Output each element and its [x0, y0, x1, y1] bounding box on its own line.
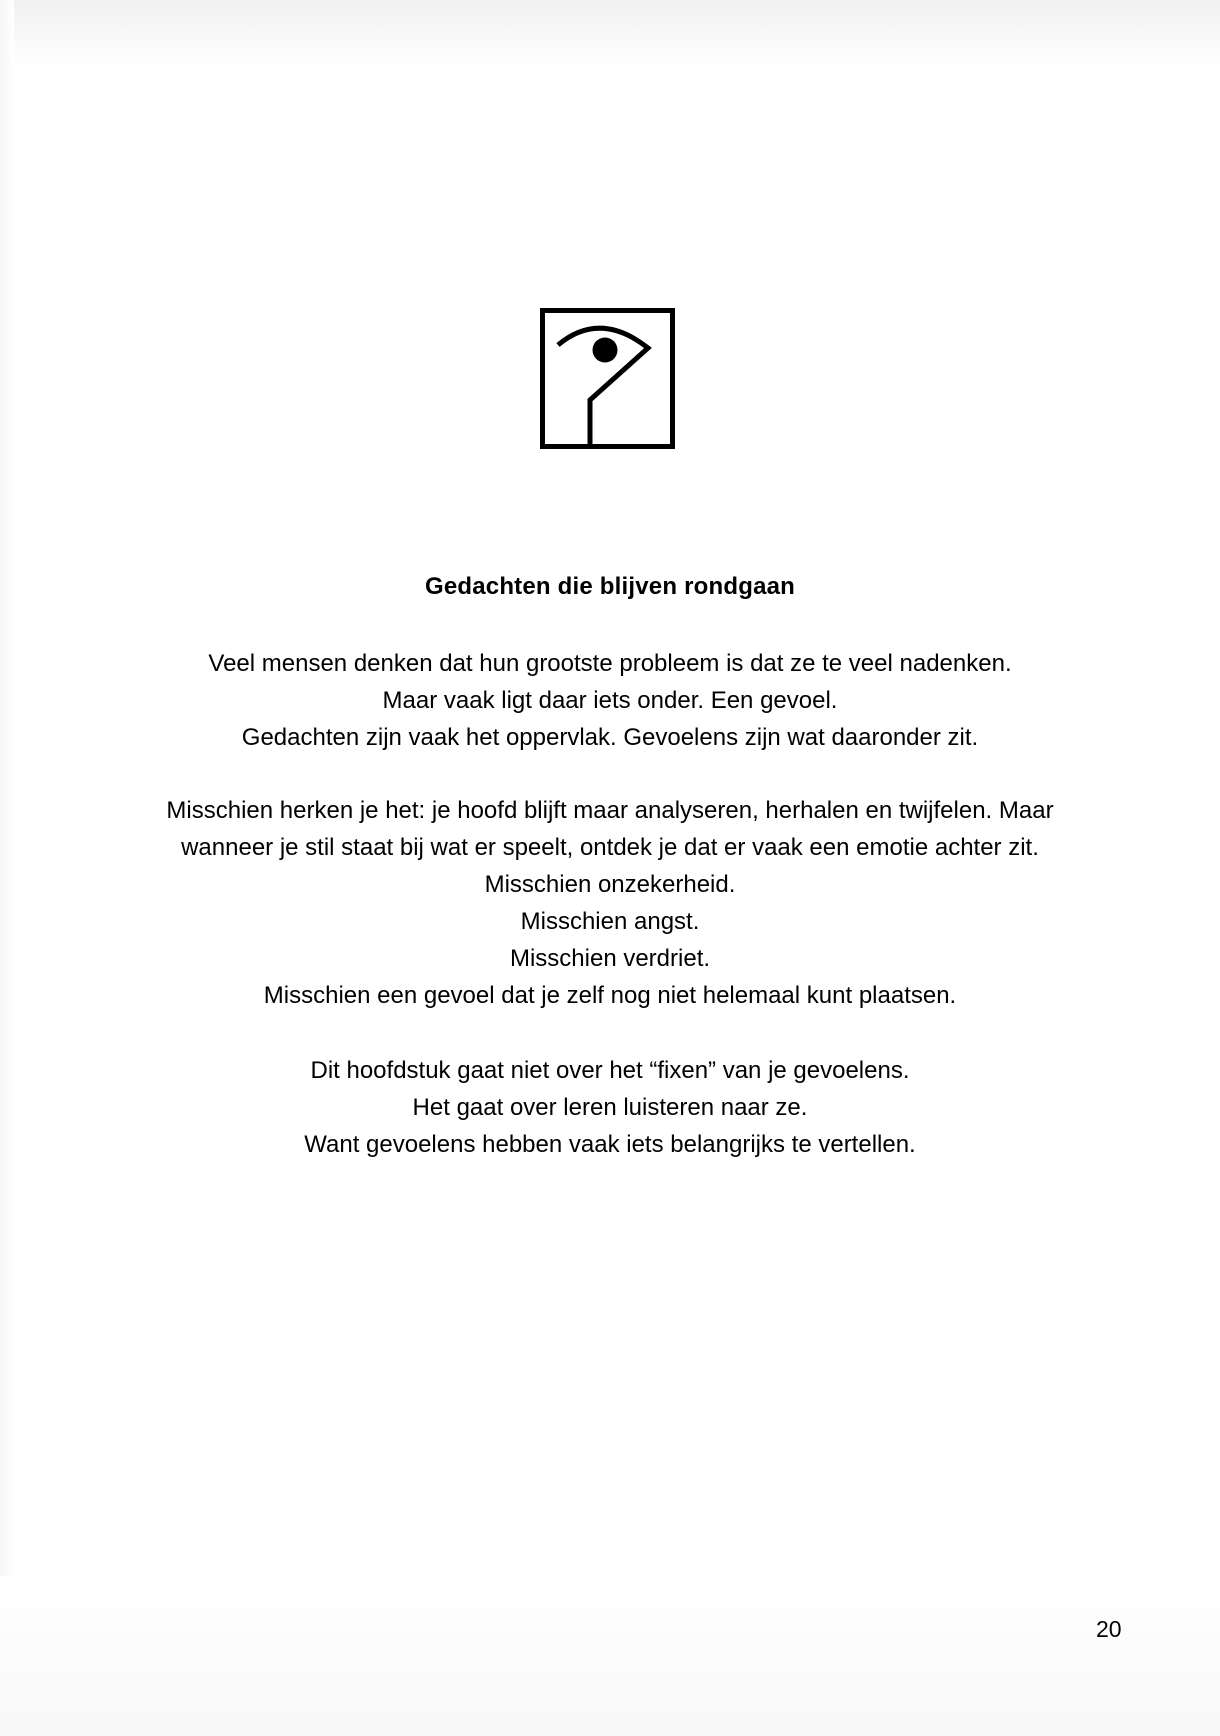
- page-title: Gedachten die blijven rondgaan: [424, 573, 796, 600]
- page-top-shadow: [0, 0, 1220, 72]
- paragraph-line: Het gaat over leren luisteren naar ze.: [412, 1094, 808, 1121]
- paragraph-line: Misschien een gevoel dat je zelf nog niet helemaal kunt plaatsen.: [263, 982, 957, 1009]
- paragraph-chapter-purpose: [0, 1052, 1220, 1163]
- paragraph-line: Misschien onzekerheid.: [484, 871, 736, 898]
- eye-question-mark-icon: [540, 308, 675, 449]
- paragraph-line: Maar vaak ligt daar iets onder. Een gevoel.: [382, 687, 838, 714]
- paragraph-line: wanneer je stil staat bij wat er speelt, ontdek je dat er vaak een emotie achter zit.: [181, 834, 1039, 861]
- paragraph-intro: [0, 645, 1220, 756]
- page-bottom-shadow: [0, 1576, 1220, 1736]
- paragraph-line: Want gevoelens hebben vaak iets belangrijks te vertellen.: [304, 1131, 916, 1158]
- paragraph-line: Misschien herken je het: je hoofd blijft maar analyseren, herhalen en twijfelen. Maar: [166, 797, 1054, 824]
- paragraph-line: Misschien verdriet.: [509, 945, 711, 972]
- paragraph-line: Gedachten zijn vaak het oppervlak. Gevoelens zijn wat daaronder zit.: [241, 724, 979, 751]
- paragraph-line: Veel mensen denken dat hun grootste probleem is dat ze te veel nadenken.: [208, 650, 1012, 677]
- paragraph-recognition: [0, 792, 1220, 1014]
- paragraph-line: Dit hoofdstuk gaat niet over het “fixen” van je gevoelens.: [310, 1057, 910, 1084]
- paragraph-line: Misschien angst.: [520, 908, 700, 935]
- page-number: 20: [1096, 1616, 1122, 1642]
